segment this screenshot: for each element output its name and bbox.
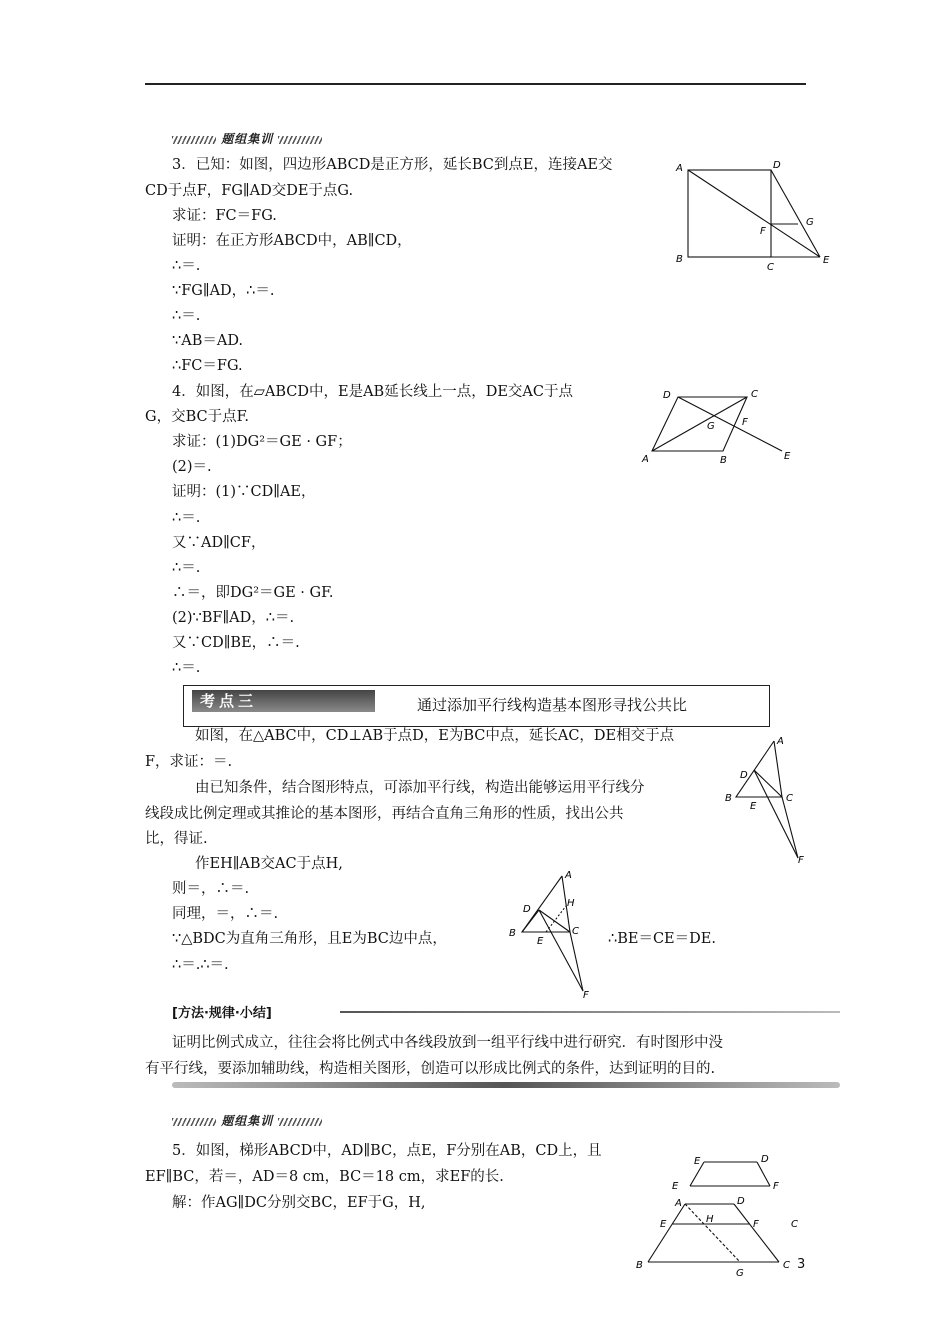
fig4-label: C [572, 926, 579, 937]
figure-triangle-2 [505, 868, 605, 1003]
p4-line9: ∴＝，即DG²＝GE · GF. [172, 585, 334, 601]
p4-line7: 又∵AD∥CF， [172, 535, 266, 551]
p4-line6: ∴＝. [172, 510, 201, 526]
fig5b-label: A [675, 1198, 682, 1209]
ex-line2: F，求证：＝. [145, 754, 233, 770]
fig5b-label: D [737, 1196, 745, 1207]
method-heading: [方法·规律·小结] [172, 1006, 272, 1021]
fig3-label: B [725, 793, 732, 804]
fig1-label: A [676, 163, 683, 174]
fig5b-label: E [660, 1219, 667, 1230]
fig5b-label: H [706, 1214, 714, 1225]
figure-trapezoid-small [660, 1148, 790, 1198]
fig5b-label: G [736, 1268, 744, 1279]
figure-trapezoid-large [630, 1192, 810, 1282]
fig4-label: E [537, 936, 544, 947]
fig4-label: H [567, 898, 575, 909]
fig2-label: E [784, 451, 791, 462]
kaodian-box [183, 685, 770, 727]
fig1-label: B [676, 254, 683, 265]
p3-line8: ∵AB＝AD. [172, 333, 244, 349]
method-line2: 有平行线，要添加辅助线，构造相关图形，创造可以形成比例式的条件，达到证明的目的. [145, 1061, 716, 1077]
p4-line10: (2)∵BF∥AD，∴＝. [172, 610, 295, 626]
header-rule [145, 83, 806, 85]
p3-line9: ∴FC＝FG. [172, 358, 243, 374]
fig2-label: G [707, 421, 715, 432]
ex-line7: 则＝，∴＝. [172, 881, 250, 897]
fig5a-label: E [694, 1156, 701, 1167]
fig3-label: C [786, 793, 793, 804]
fig5b-label: C [783, 1260, 790, 1271]
fig1-label: E [823, 255, 830, 266]
fig3-label: F [798, 855, 804, 866]
method-rule [340, 1011, 840, 1013]
ex-line6: 作EH∥AB交AC于点H, [195, 856, 343, 872]
ex-line4: 线段成比例定理或其推论的基本图形，再结合直角三角形的性质，找出公共 [145, 806, 624, 822]
fig4-label: F [583, 990, 589, 1001]
ex-line9b: ∴BE＝CE＝DE. [608, 931, 716, 947]
kaodian-tag: 考点三 [192, 690, 375, 712]
p3-line7: ∴＝. [172, 308, 201, 324]
hatch-decoration [172, 1118, 216, 1126]
p5-line2: EF∥BC，若＝，AD＝8 cm，BC＝18 cm，求EF的长. [145, 1169, 504, 1185]
p4-line5: 证明：(1)∵CD∥AE， [172, 484, 316, 500]
fig3-label: A [777, 736, 784, 747]
fig3-label: D [740, 770, 748, 781]
ex-line1: 如图，在△ABC中，CD⊥AB于点D，E为BC中点，延长AC，DE相交于点 [195, 728, 675, 744]
group-heading [172, 1112, 322, 1129]
p4-line11: 又∵CD∥BE，∴＝. [172, 635, 300, 651]
fig1-label: G [806, 217, 814, 228]
p3-line3: 求证：FC＝FG. [172, 208, 277, 224]
p5-line1: 5．如图，梯形ABCD中，AD∥BC，点E，F分别在AB，CD上，且 [172, 1143, 602, 1159]
fig1-label: F [760, 226, 766, 237]
fig3-label: E [750, 801, 757, 812]
ex-line5: 比，得证. [145, 831, 208, 847]
p4-line8: ∴＝. [172, 560, 201, 576]
fig5b-label: F [753, 1219, 759, 1230]
group-heading [172, 130, 322, 147]
hatch-decoration [172, 136, 216, 144]
p3-line5: ∴＝. [172, 258, 201, 274]
p3-line2: CD于点F，FG∥AD交DE于点G. [145, 183, 354, 199]
method-bottom-bar [172, 1082, 840, 1088]
page-number: 3 [797, 1257, 806, 1272]
fig5b-label: C [791, 1219, 798, 1230]
fig4-label: D [523, 904, 531, 915]
figure-triangle-1 [722, 735, 812, 870]
ex-line3: 由已知条件，结合图形特点，可添加平行线，构造出能够运用平行线分 [195, 780, 645, 796]
group-heading-label: 题组集训 [221, 1114, 274, 1128]
fig2-label: D [663, 390, 671, 401]
figure-square [670, 155, 840, 275]
fig5a-label: E [672, 1181, 679, 1192]
figure-parallelogram [640, 385, 800, 465]
p3-line4: 证明：在正方形ABCD中，AB∥CD， [172, 233, 412, 249]
p4-line12: ∴＝. [172, 660, 201, 676]
p3-line1: 3．已知：如图，四边形ABCD是正方形，延长BC到点E，连接AE交 [172, 157, 613, 173]
fig1-label: C [767, 262, 774, 273]
ex-line8: 同理，＝，∴＝. [172, 906, 279, 922]
fig5a-label: F [773, 1181, 779, 1192]
hatch-decoration [278, 1118, 322, 1126]
p4-line1: 4．如图，在▱ABCD中，E是AB延长线上一点，DE交AC于点 [172, 384, 573, 400]
fig2-label: F [742, 417, 748, 428]
p3-line6: ∵FG∥AD，∴＝. [172, 283, 275, 299]
fig5a-label: D [761, 1154, 769, 1165]
fig1-label: D [773, 160, 781, 171]
kaodian-title: 通过添加平行线构造基本图形寻找公共比 [417, 696, 688, 714]
p4-line4: (2)＝. [172, 459, 212, 475]
ex-line9: ∵△BDC为直角三角形，且E为BC边中点， [172, 931, 447, 947]
fig2-label: A [642, 454, 649, 465]
method-line1: 证明比例式成立，往往会将比例式中各线段放到一组平行线中进行研究．有时图形中没 [172, 1035, 723, 1051]
fig5b-label: B [636, 1260, 643, 1271]
fig2-label: C [751, 389, 758, 400]
p5-line3: 解：作AG∥DC分别交BC，EF于G，H, [172, 1195, 426, 1211]
p4-line3: 求证：(1)DG²＝GE · GF； [172, 434, 352, 450]
fig2-label: B [720, 455, 727, 465]
ex-line10: ∴＝.∴＝. [172, 957, 229, 973]
fig4-label: A [565, 870, 572, 881]
group-heading-label: 题组集训 [221, 132, 274, 146]
hatch-decoration [278, 136, 322, 144]
fig4-label: B [509, 928, 516, 939]
p4-line2: G，交BC于点F. [145, 409, 250, 425]
